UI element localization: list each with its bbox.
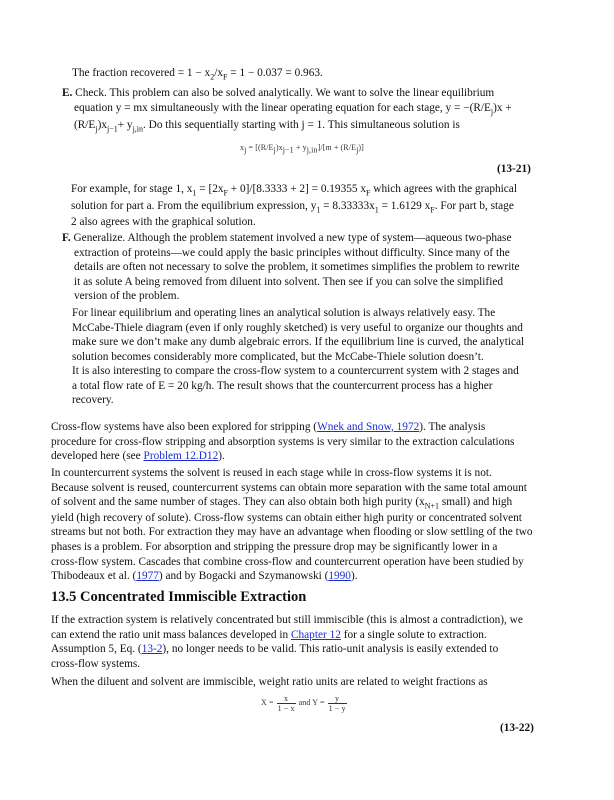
compare-line-3: recovery. <box>72 394 114 407</box>
eq-13-2-link[interactable]: 13-2 <box>141 643 163 656</box>
concentrated-line-4: cross-flow systems. <box>51 657 141 670</box>
linear-line-1: For linear equilibrium and operating lines an analytical solution is always relatively easy. The <box>72 307 496 319</box>
thibodeaux-1977-link[interactable]: 1977 <box>136 570 159 583</box>
countercurrent-paragraph: In countercurrent systems the solvent is reused in each stage while in cross-flow systems it is not. Because solvent is reused, countercurrent systems can obtain more separation with the same total amount of solvent and the same number of stages. They can also obtain both high purity ($x_{N+1}$ small) and high yield (high recovery of solute). Cross-flow systems can obtain either high purity or concentrated solvent streams but not both. For extraction they may have an advantage when flooding or slow settling of the two phases is a problem. For absorption and stripping the pressure drop may be significantly lower in a cross-flow system. Cascades that combine cross-flow and countercurrent operation have been studied by Thibodeaux et al. (1977) and by Bogacki and Szymanowski (1990). <box>51 466 563 584</box>
concentrated-line-5: When the diluent and solvent are immiscible, weight ratio units are related to weight fractions as <box>51 676 488 689</box>
counter-line-5: streams but not both. For extraction they may have an advantage when flooding or slow settling of the two <box>51 526 533 539</box>
linear-line-2: McCabe-Thiele diagram (even if only roughly sketched) is very useful to organize our thoughts and <box>72 321 523 334</box>
f-line-1: Generalize. Although the problem statement involved a new type of system—aqueous two-phase <box>73 232 512 244</box>
stage-example-paragraph: For example, for stage 1, $x_1 = [2x_F + 0]/[8.3333 + 2] = 0.19355$ $x_F$ which agrees with the graphical solution for part a. From the equilibrium expression, $y_1 = 8.33333x_1 = 1.6129$ $x_F$. For part b, stage 2 also agrees with the graphical solution. <box>71 183 517 229</box>
step-e-check: E. Check. This problem can also be solved analytically. We want to solve the linear equilibrium equation y = mx simultaneously with the linear operating equation for each stage, $y = -(R/E_j)x$ + $(R/E_j)x_{j-1}+ y_{j,in}$. Do this sequentially starting with j = 1. This simultaneous solution is <box>62 87 512 134</box>
equation-13-22 <box>261 694 347 713</box>
crossflow-stripping-paragraph: Cross-flow systems have also been explored for stripping (Wnek and Snow, 1972). The analysis procedure for cross-flow stripping and absorption systems is very similar to the extraction calculations developed here (see Problem 12.D12). <box>51 420 563 464</box>
equation-number-13-21: (13-21) <box>497 163 531 175</box>
counter-line-4: yield (high recovery of solute). Cross-flow systems can obtain either high purity or concentrated solvent <box>51 511 522 524</box>
counter-line-2: Because solvent is reused, countercurrent systems can obtain more separation with the same total amount <box>51 481 527 494</box>
compare-line-2: a total flow rate of E = 20 kg/h. The result shows that the countercurrent process has a higher <box>72 379 493 392</box>
linear-solution-paragraph <box>72 306 562 364</box>
compare-line-1: It is also interesting to compare the cross-flow system to a countercurrent system with 2 stages and <box>72 365 519 377</box>
bogacki-1990-link[interactable]: 1990 <box>328 570 351 583</box>
linear-line-4: solution becomes considerably more complicated, but the McCabe-Thiele solution doesn’t. <box>72 350 484 363</box>
wnek-snow-citation-link[interactable]: Wnek and Snow, 1972 <box>317 421 420 433</box>
counter-line-7: cross-flow system. Cascades that combine cross-flow and countercurrent operation have been studied by <box>51 555 524 568</box>
problem-12-d12-link[interactable]: Problem 12.D12 <box>143 450 219 463</box>
y-fraction: $\frac{y}{1 - y}$ <box>328 694 346 713</box>
step-e-label: E. <box>62 87 73 99</box>
f-line-5: version of the problem. <box>74 290 180 303</box>
countercurrent-compare-paragraph <box>72 364 562 408</box>
section-heading-13-5: 13.5 Concentrated Immiscible Extraction <box>51 589 307 605</box>
f-line-2: extraction of proteins—we could apply the basic principles without difficulty. Since many of the <box>74 246 510 259</box>
counter-line-6: phases is a problem. For absorption and stripping the pressure drop may be significantly lower in a <box>51 540 498 553</box>
f-line-4: it as solute A being removed from diluent into solvent. Then see if you can solve the simplified <box>74 275 503 288</box>
x-fraction: $\frac{x}{1 - x}$ <box>277 694 295 713</box>
step-f-generalize <box>62 231 562 304</box>
equation-number-13-22: (13-22) <box>500 722 534 734</box>
equation-13-21: $x_j = [(R/E_j)x_{j-1} + y_{j,in}]/[m + (R/E_j)]$ <box>240 143 364 155</box>
step-f-label: F. <box>62 232 71 244</box>
eq-and-y-lhs: and Y = <box>298 698 325 708</box>
fraction-recovered-line: The fraction recovered = $1 - x_2/x_F = 1 - 0.037 = 0.963$. <box>72 67 323 82</box>
concentrated-line-1: If the extraction system is relatively concentrated but still immiscible (this is almost a contradiction), we <box>51 614 523 626</box>
linear-line-3: make sure we don’t make any dumb algebraic errors. If the equilibrium line is curved, the analytical <box>72 336 525 349</box>
chapter-12-link[interactable]: Chapter 12 <box>290 628 341 641</box>
eq-x-lhs: X = <box>261 698 274 708</box>
f-line-3: details are often not necessary to solve the problem, it sometimes simplifies the problem to rewrite <box>74 261 520 274</box>
concentrated-extraction-paragraph: If the extraction system is relatively concentrated but still immiscible (this is almost a contradiction), we can extend the ratio unit mass balances developed in Chapter 12 for a single solute to extraction. Assumption 5, Eq. (13-2), no longer needs to be valid. This ratio-unit analysis is easily extended to cross-flow systems. When the diluent and solvent are immiscible, weight ratio units are related to weight fractions as <box>51 613 563 690</box>
counter-line-1: In countercurrent systems the solvent is reused in each stage while in cross-flow systems it is not. <box>51 467 492 479</box>
crossflow-line-2: procedure for cross-flow stripping and absorption systems is very similar to the extraction calculations <box>51 435 515 448</box>
